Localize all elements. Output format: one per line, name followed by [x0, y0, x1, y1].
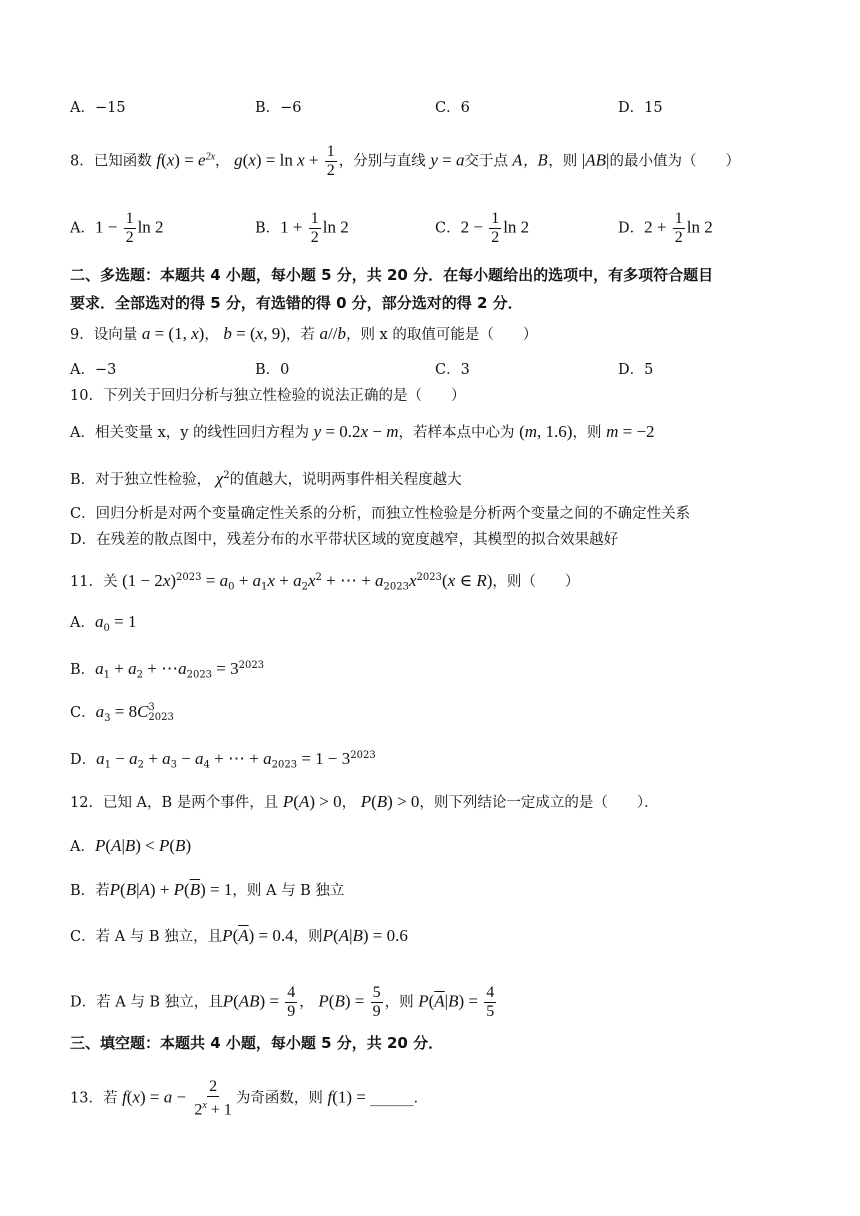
- q7-option-a: A．−15: [70, 100, 126, 116]
- q8-option-c: C．2 − $\frac{1}{2}$ ln 2: [435, 210, 530, 246]
- q12-option-c: C．若 A 与 B 独立，且$P(\overline{A}) = 0.4$，则P(A|B) = 0.6: [70, 926, 408, 945]
- q8-stem-mid4: ，则: [548, 153, 578, 170]
- q9-stem: 9．设向量 a = (1, x)， b = (x, 9)，若 a//b，则 x 的取值可能是（ ）: [70, 324, 538, 343]
- q11-option-a: A．$a_0 = 1$: [70, 612, 137, 634]
- q10-stem: 10．下列关于回归分析与独立性检验的说法正确的是（ ）: [70, 388, 466, 404]
- section2-line1: 二、多选题：本题共 4 小题，每小题 5 分，共 20 分．在每小题给出的选项中，有多项符合题目: [70, 266, 714, 284]
- q7-option-c: C．6: [435, 100, 470, 116]
- section2-line2: 要求．全部选对的得 5 分，有选错的得 0 分，部分选对的得 2 分．: [70, 294, 523, 312]
- q10-option-d: D．在残差的散点图中，残差分布的水平带状区域的宽度越窄，其模型的拟合效果越好: [70, 532, 619, 548]
- q8-option-d: D．2 + $\frac{1}{2}$ ln 2: [618, 210, 713, 246]
- q11-option-d: D．$a_1 - a_2 + a_3 - a_4$ + ⋯ + $a_{2023} = 1 - 3^{2023}$: [70, 748, 376, 771]
- q10-option-c: C．回归分析是对两个变量确定性关系的分析，而独立性检验是分析两个变量之间的不确定性关系: [70, 506, 691, 522]
- q11-option-b: B．$a_1 + a_2$ + $\cdots a_{2023} = 3^{2023}$: [70, 658, 265, 681]
- q9-option-a: A．−3: [70, 362, 117, 378]
- q9-option-b: B．0: [255, 362, 290, 378]
- q8-stem-mid1: ，: [215, 153, 230, 170]
- q8-stem-pre: 8．已知函数: [70, 153, 152, 170]
- q9-option-c: C．3: [435, 362, 470, 378]
- q12-option-d: D．若 A 与 B 独立，且P(AB) = $\frac{4}{9}$ ， P(B) = $\frac{5}{9}$ ，则 $P(\overline{A}|B)$ = $\frac{4}{5}$: [70, 984, 495, 1020]
- q11-stem: 11．关 $(1 - 2x)^{2023} = a_0 + a_1x + a_2x^2$ + ⋯ + $a_{2023}x^{2023}(x$ ∈ R)，则（ ）: [70, 570, 580, 593]
- q7-option-d: D．15: [618, 100, 663, 116]
- q12-option-b: B．若$P(B|A) + P(\overline{B}) = 1$，则 A 与 B 独立: [70, 880, 345, 899]
- q8-stem-mid3: 交于点: [464, 153, 508, 170]
- q10-option-a: A．相关变量 x，y 的线性回归方程为 y = 0.2x − m，若样本点中心为 (m, 1.6)，则 m = −2: [70, 422, 655, 441]
- q7-option-b: B．−6: [255, 100, 302, 116]
- q8-stem-post: 的最小值为（ ）: [609, 153, 740, 170]
- q8-points: A，B: [512, 153, 549, 170]
- q9-option-d: D．5: [618, 362, 654, 378]
- q8-stem-mid2: ，分别与直线: [338, 153, 426, 170]
- section3-heading: 三、填空题：本题共 4 小题，每小题 5 分，共 20 分．: [70, 1034, 444, 1052]
- q12-stem: 12．已知 A，B 是两个事件，且 P(A) > 0， P(B) > 0，则下列结论一定成立的是（ ）．: [70, 792, 659, 811]
- q8-option-a: A．1 − $\frac{1}{2}$ ln 2: [70, 210, 164, 246]
- q10-option-b: B．对于独立性检验， $\chi^2$的值越大，说明两事件相关程度越大: [70, 468, 462, 488]
- q8-option-b: B．1 + $\frac{1}{2}$ ln 2: [255, 210, 349, 246]
- q12-option-a: A．P(A|B) < P(B): [70, 836, 192, 855]
- q8-stem: 8．已知函数 $f(x) = e^{2x}$， g(x) = ln x + $\frac{1}{2}$ ，分别与直线 y = a交于点 A，B，则 |AB|的最小值为（ ）: [70, 143, 740, 179]
- q11-option-c: C．$a_3 = 8C$ 3 2023: [70, 702, 174, 724]
- q13-stem: 13．若 f(x) = a − $\frac{2}{2^x + 1}$ 为奇函数，则 f(1) = ______．: [70, 1078, 429, 1119]
